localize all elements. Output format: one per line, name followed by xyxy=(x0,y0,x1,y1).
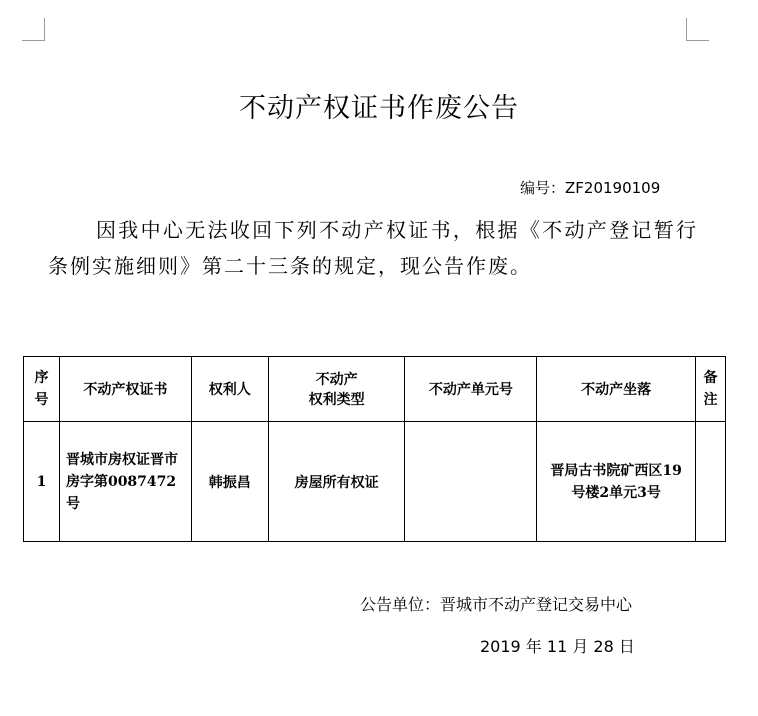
header-type-line2: 权利类型 xyxy=(308,392,365,408)
header-type-line1: 不动产 xyxy=(315,372,358,388)
cell-seq: 1 xyxy=(24,422,60,542)
cell-type: 房屋所有权证 xyxy=(268,422,405,542)
header-unit-no: 不动产单元号 xyxy=(405,357,537,422)
announcing-unit: 公告单位：晋城市不动产登记交易中心 xyxy=(360,595,633,614)
header-remarks: 备注 xyxy=(696,357,726,422)
page-corner-mark-top-right xyxy=(686,18,709,41)
header-type xyxy=(268,357,405,422)
header-seq: 序号 xyxy=(24,357,60,422)
header-location: 不动产坐落 xyxy=(537,357,696,422)
cell-unit-no xyxy=(405,422,537,542)
header-holder: 权利人 xyxy=(191,357,268,422)
cell-remarks xyxy=(696,422,726,542)
cell-location: 晋局古书院矿西区19号楼2单元3号 xyxy=(537,422,696,542)
table-header-row xyxy=(24,357,726,422)
header-cert: 不动产权证书 xyxy=(59,357,191,422)
announcement-date: 2019 年 11 月 28 日 xyxy=(480,637,635,656)
announcement-body: 因我中心无法收回下列不动产权证书，根据《不动产登记暂行条例实施细则》第二十三条的规定，现公告作废。 xyxy=(48,218,698,278)
certificate-table xyxy=(23,356,726,542)
document-title: 不动产权证书作废公告 xyxy=(239,93,519,124)
cell-holder: 韩振昌 xyxy=(191,422,268,542)
page-corner-mark-top-left xyxy=(22,18,45,41)
document-number: 编号：ZF20190109 xyxy=(520,179,661,197)
table-row xyxy=(24,422,726,542)
cell-cert: 晋城市房权证晋市房字第0087472号 xyxy=(59,422,191,542)
